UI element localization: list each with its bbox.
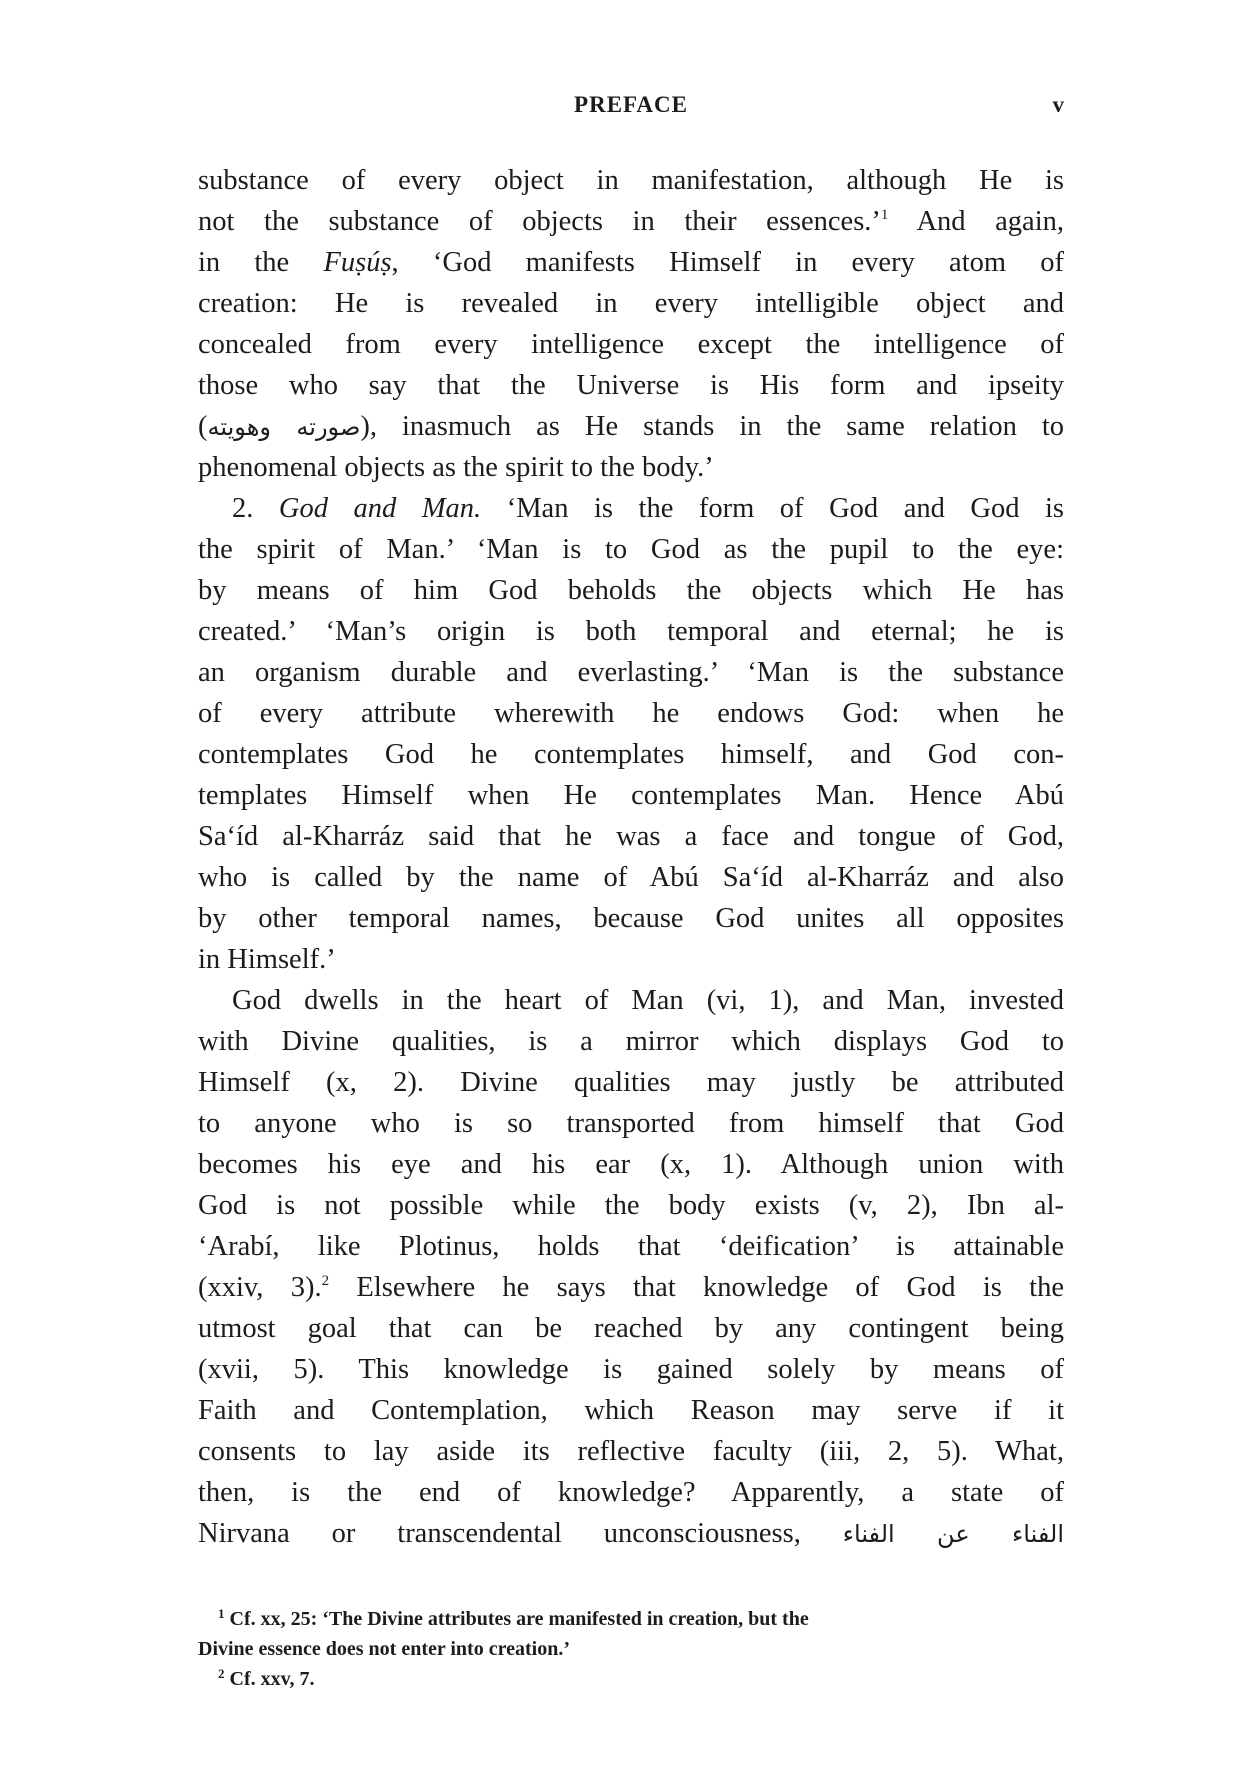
line-text-continued: ), inasmuch as He stands in the same relation to <box>360 411 1064 442</box>
line-text: Himself (x, 2). Divine qualities may justly be attributed <box>198 1067 1064 1098</box>
line-text: substance of every object in manifestation, although He is <box>198 165 1064 196</box>
line-text: utmost goal that can be reached by any contingent being <box>198 1313 1064 1344</box>
body-text <box>198 160 1064 1554</box>
footnote-marker: 2 <box>218 1666 225 1681</box>
line-text-continued: ‘Man is the form of God and God is <box>481 493 1065 524</box>
line-text: consents to lay aside its reflective faculty (iii, 2, 5). What, <box>198 1436 1064 1467</box>
footnote-reference: 1 <box>880 207 889 223</box>
line-text: not the substance of objects in their essences.’ <box>198 206 881 237</box>
line-text: those who say that the Universe is His form and ipseity <box>198 370 1064 401</box>
line-text: Nirvana or transcendental unconsciousness, <box>198 1518 843 1549</box>
footnote-line <box>198 1604 1064 1634</box>
line-text: in the <box>198 247 324 278</box>
line-text: with Divine qualities, is a mirror which displays God to <box>198 1026 1064 1057</box>
line-text: then, is the end of knowledge? Apparently, a state of <box>198 1477 1064 1508</box>
text-line <box>198 324 1064 365</box>
line-text: the spirit of Man.’ ‘Man is to God as the pupil to the eye: <box>198 534 1064 565</box>
line-text: by other temporal names, because God unites all opposites <box>198 903 1064 934</box>
line-text: by means of him God beholds the objects which He has <box>198 575 1064 606</box>
text-line <box>198 488 1064 529</box>
line-text-continued: Elsewhere he says that knowledge of God is the <box>329 1272 1064 1303</box>
text-line <box>198 1062 1064 1103</box>
arabic-text: الفناء عن الفناء <box>842 1520 1064 1548</box>
italic-text: Fuṣúṣ <box>323 247 392 278</box>
line-text: God dwells in the heart of Man (vi, 1), and Man, invested <box>232 985 1064 1016</box>
text-line <box>198 1226 1064 1267</box>
text-line <box>198 611 1064 652</box>
italic-text: God and Man. <box>278 493 482 524</box>
line-text: ( <box>198 411 208 442</box>
text-line <box>198 1185 1064 1226</box>
line-text: Sa‘íd al-Kharráz said that he was a face and tongue of God, <box>198 821 1064 852</box>
text-line <box>198 980 1064 1021</box>
text-line <box>198 160 1064 201</box>
text-line <box>198 570 1064 611</box>
text-line <box>198 1267 1064 1308</box>
footnote-reference: 2 <box>321 1273 330 1289</box>
text-line <box>198 1513 1064 1554</box>
line-text: (xvii, 5). This knowledge is gained solely by means of <box>198 1354 1064 1385</box>
line-text: becomes his eye and his ear (x, 1). Although union with <box>198 1149 1064 1180</box>
footnote-text: Cf. xx, 25: ‘The Divine attributes are manifested in creation, but the <box>229 1608 809 1630</box>
text-line <box>198 1308 1064 1349</box>
text-line <box>198 652 1064 693</box>
text-line <box>198 201 1064 242</box>
line-text: 2. <box>232 493 279 524</box>
line-text-continued: , ‘God manifests Himself in every atom of <box>391 247 1064 278</box>
footnote-marker: 1 <box>218 1606 225 1621</box>
text-line <box>198 529 1064 570</box>
text-line <box>198 734 1064 775</box>
line-text: in Himself.’ <box>198 944 336 975</box>
text-line <box>198 1021 1064 1062</box>
line-text: concealed from every intelligence except the intelligence of <box>198 329 1064 360</box>
text-line <box>198 775 1064 816</box>
line-text: contemplates God he contemplates himself, and God con- <box>198 739 1064 770</box>
text-line <box>198 283 1064 324</box>
running-head-title: PREFACE <box>574 92 688 117</box>
text-line <box>198 898 1064 939</box>
running-head <box>198 92 1064 128</box>
line-text: (xxiv, 3). <box>198 1272 322 1303</box>
text-line <box>198 1103 1064 1144</box>
text-line <box>198 406 1064 447</box>
text-line <box>198 816 1064 857</box>
footnote-text: Cf. xxv, 7. <box>229 1668 315 1690</box>
text-line <box>198 1431 1064 1472</box>
text-line <box>198 693 1064 734</box>
text-line <box>198 857 1064 898</box>
line-text: ‘Arabí, like Plotinus, holds that ‘deification’ is attainable <box>198 1231 1064 1262</box>
line-text: to anyone who is so transported from himself that God <box>198 1108 1064 1139</box>
line-text-continued: And again, <box>888 206 1064 237</box>
text-line <box>198 447 1064 488</box>
text-line <box>198 242 1064 283</box>
footnote-text: Divine essence does not enter into creation.’ <box>198 1638 570 1660</box>
line-text: of every attribute wherewith he endows God: when he <box>198 698 1064 729</box>
footnotes <box>198 1604 1064 1694</box>
footnote-line <box>198 1664 1064 1694</box>
footnote-line <box>198 1634 1064 1664</box>
line-text: who is called by the name of Abú Sa‘íd al-Kharráz and also <box>198 862 1064 893</box>
text-line <box>198 939 1064 980</box>
line-text: Faith and Contemplation, which Reason may serve if it <box>198 1395 1064 1426</box>
line-text: God is not possible while the body exists (v, 2), Ibn al- <box>198 1190 1064 1221</box>
line-text: phenomenal objects as the spirit to the body.’ <box>198 452 714 483</box>
text-line <box>198 1349 1064 1390</box>
page-number: v <box>1052 92 1064 117</box>
text-line <box>198 365 1064 406</box>
line-text: creation: He is revealed in every intelligible object and <box>198 288 1064 319</box>
text-line <box>198 1144 1064 1185</box>
line-text: templates Himself when He contemplates Man. Hence Abú <box>198 780 1064 811</box>
text-line <box>198 1390 1064 1431</box>
line-text: an organism durable and everlasting.’ ‘Man is the substance <box>198 657 1064 688</box>
line-text: created.’ ‘Man’s origin is both temporal and eternal; he is <box>198 616 1064 647</box>
text-line <box>198 1472 1064 1513</box>
arabic-text: صورته وهويته <box>207 413 361 441</box>
